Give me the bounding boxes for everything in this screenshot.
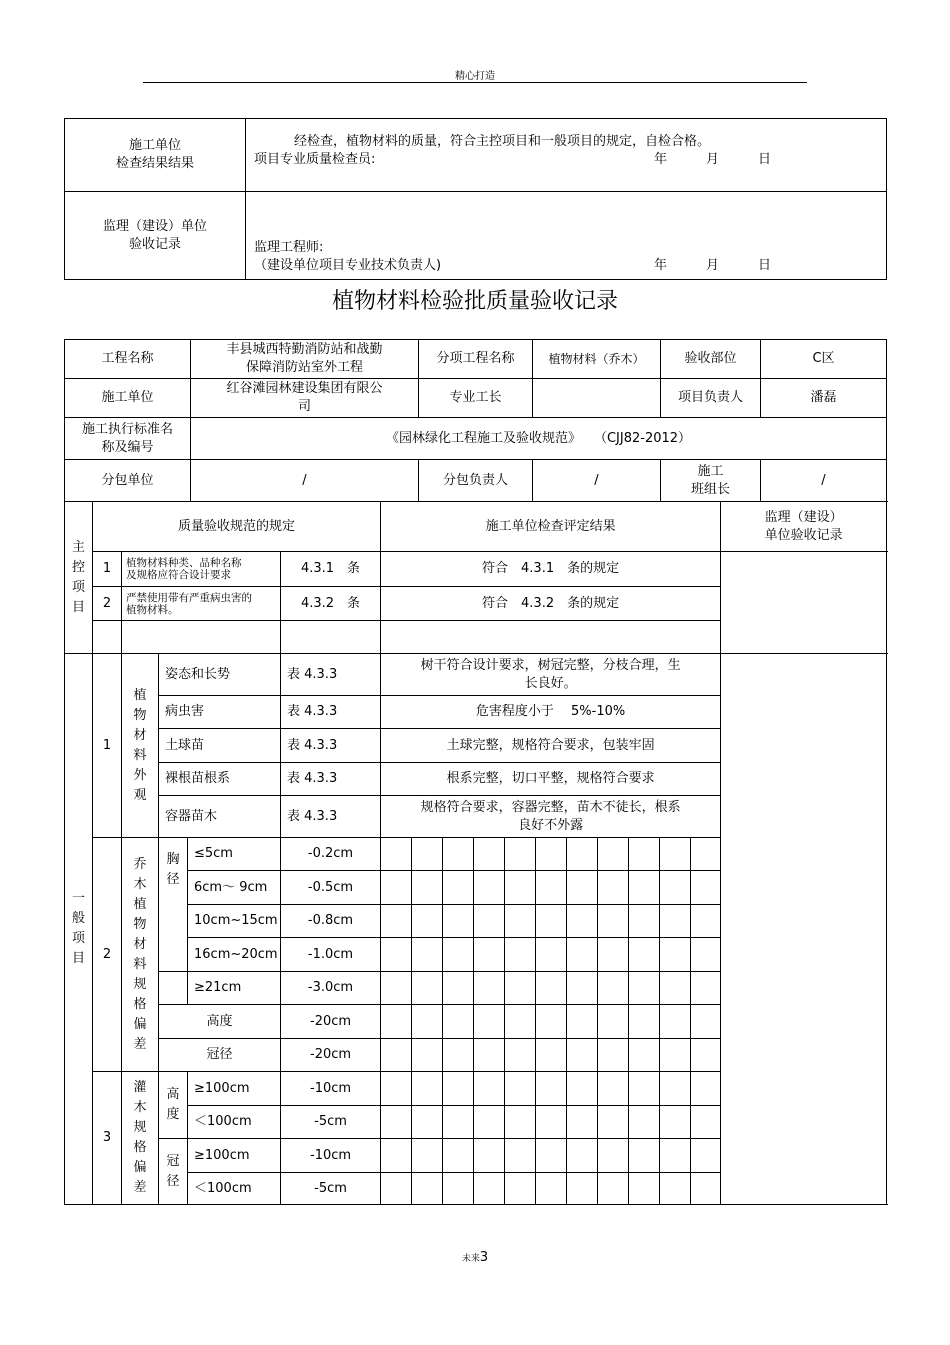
page-footer [0,1250,950,1265]
main-control-label: 主 控 项 目 [65,502,93,654]
spec-value: ≤5cm [188,838,281,871]
spec-value: 16cm~20cm [188,938,281,972]
page-header: 精心打造 [455,71,495,82]
project-info-table [64,339,887,502]
signoff-table [64,118,887,280]
appearance-ref: 表 4.3.3 [281,654,381,696]
spec-value: ≥100cm [188,1072,281,1106]
spec-value: 高度 [159,1005,281,1039]
foreman-label: 专业工长 [419,379,533,418]
tolerance-value: -20cm [281,1039,381,1072]
appearance-name: 裸根苗根系 [159,763,281,796]
tolerance-value: -10cm [281,1139,381,1173]
item-clause: 4.3.2 条 [281,587,381,621]
spec-value: ≥21cm [188,972,281,1005]
foreman-value [533,379,661,418]
sub-manager-value: / [533,460,661,502]
appearance-name: 土球苗 [159,729,281,763]
item-desc: 植物材料种类、品种名称 及规格应符合设计要求 [122,552,281,587]
appearance-ref: 表 4.3.3 [281,696,381,729]
item-no: 1 [93,552,122,587]
appearance-name: 病虫害 [159,696,281,729]
tolerance-value: -5cm [281,1106,381,1139]
spec-value: ＜100cm [188,1173,281,1205]
crown-label: 冠 径 [159,1139,188,1205]
sub-project-label: 分项工程名称 [419,340,533,379]
sub-manager-label: 分包负责人 [419,460,533,502]
supervisor-record-label: 监理（建设）单位 验收记录 [65,192,246,280]
standard-value: 《园林绿化工程施工及验收规范》 （CJJ82-2012） [191,418,887,460]
item-no: 2 [93,587,122,621]
page-number: 3 [479,1250,489,1265]
group-no: 1 [93,654,122,838]
sub-contractor-label: 分包单位 [65,460,191,502]
appearance-result: 根系完整，切口平整，规格符合要求 [381,763,721,796]
spec-value: 6cm～ 9cm [188,871,281,905]
tolerance-value: -3.0cm [281,972,381,1005]
footer-prefix: 未来 [461,1254,480,1264]
sub-project-value: 植物材料（乔木） [533,340,661,379]
team-leader-value: / [761,460,887,502]
table-row [65,654,887,696]
group1-label: 植 物 材 料 外 观 [122,654,159,838]
appearance-name: 容器苗木 [159,796,281,838]
standard-label: 施工执行标准名 称及编号 [65,418,191,460]
table-row [65,552,887,587]
spec-value: ≥100cm [188,1139,281,1173]
appearance-result: 土球完整，规格符合要求，包装牢固 [381,729,721,763]
tolerance-value: -0.8cm [281,905,381,938]
inspect-part-value: C区 [761,340,887,379]
appearance-name: 姿态和长势 [159,654,281,696]
spec-value: 冠径 [159,1039,281,1072]
project-name-label: 工程名称 [65,340,191,379]
appearance-ref: 表 4.3.3 [281,763,381,796]
appearance-ref: 表 4.3.3 [281,729,381,763]
header-rule [143,82,807,83]
tolerance-value: -0.5cm [281,871,381,905]
page-title: 植物材料检验批质量验收记录 [331,289,618,314]
appearance-result: 危害程度小于 5%-10% [381,696,721,729]
item-clause: 4.3.1 条 [281,552,381,587]
contractor-check-result: 经检查，植物材料的质量，符合主控项目和一般项目的规定，自检合格。 项目专业质量检查员: 年 月 日 [246,119,887,192]
item-result: 符合 4.3.1 条的规定 [381,552,721,587]
group3-label: 灌 木 规 格 偏 差 [122,1072,159,1205]
supervisor-record-cell [721,552,887,654]
inspection-table [64,501,887,1205]
tolerance-value: -0.2cm [281,838,381,871]
tolerance-value: -5cm [281,1173,381,1205]
check-header: 施工单位检查评定结果 [381,502,721,552]
tolerance-value: -20cm [281,1005,381,1039]
pm-label: 项目负责人 [661,379,761,418]
project-name-value: 丰县城西特勤消防站和战勤 保障消防站室外工程 [191,340,419,379]
general-supervisor-cell [721,654,887,1205]
tolerance-value: -1.0cm [281,938,381,972]
group2-label: 乔 木 植 物 材 料 规 格 偏 差 [122,838,159,1072]
inspect-part-label: 验收部位 [661,340,761,379]
appearance-result: 树干符合设计要求，树冠完整，分枝合理，生 长良好。 [381,654,721,696]
item-desc: 严禁使用带有严重病虫害的 植物材料。 [122,587,281,621]
contractor-label: 施工单位 [65,379,191,418]
spec-header: 质量验收规范的规定 [93,502,381,552]
item-result: 符合 4.3.2 条的规定 [381,587,721,621]
spec-value: 10cm~15cm [188,905,281,938]
spec-value: ＜100cm [188,1106,281,1139]
pm-value: 潘磊 [761,379,887,418]
team-leader-label: 施工 班组长 [661,460,761,502]
supervisor-header: 监理（建设） 单位验收记录 [721,502,887,552]
supervisor-record: 监理工程师: （建设单位项目专业技术负责人) 年 月 日 [246,192,887,280]
height-label: 高 度 [159,1072,188,1139]
appearance-ref: 表 4.3.3 [281,796,381,838]
contractor-check-label: 施工单位 检查结果结果 [65,119,246,192]
appearance-result: 规格符合要求，容器完整，苗木不徒长，根系 良好不外露 [381,796,721,838]
sub-contractor-value: / [191,460,419,502]
contractor-value: 红谷滩园林建设集团有限公 司 [191,379,419,418]
dbh-label: 胸 径 [159,838,188,972]
tolerance-value: -10cm [281,1072,381,1106]
group-no: 3 [93,1072,122,1205]
general-label: 一 般 项 目 [65,654,93,1205]
group-no: 2 [93,838,122,1072]
